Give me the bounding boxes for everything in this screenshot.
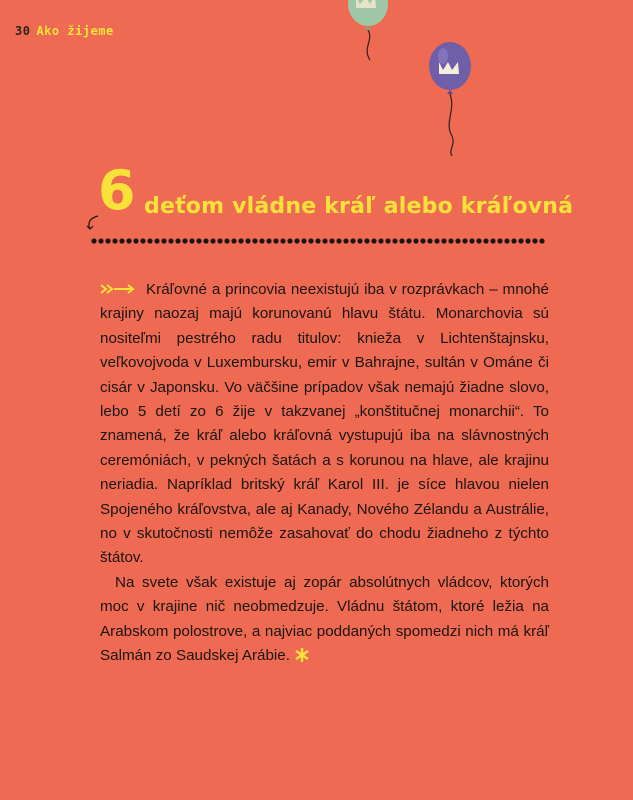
- double-arrow-icon: [100, 283, 136, 295]
- paragraph-2-text: Na svete však existuje aj zopár absolútnych vládcov, ktorých moc v krajine nič neobmedzuje. Vládnu štátom, ktoré ležia na Arabskom polostrove, a najviac poddaných spomedzi nich má kráľ Salmán zo Saudskej Arábie.: [100, 573, 549, 665]
- section-title: Ako žijeme: [36, 24, 114, 38]
- paragraph-1: [100, 278, 549, 571]
- title-number: 6: [98, 159, 136, 222]
- chapter-title: [86, 159, 574, 252]
- dotted-divider: [90, 234, 546, 248]
- blue-balloon-illustration: [426, 40, 486, 160]
- title-text: deťom vládne kráľ alebo kráľovná: [144, 194, 574, 219]
- paragraph-2: [100, 571, 549, 669]
- article-body: [100, 278, 549, 669]
- running-header: [15, 24, 114, 38]
- paragraph-1-text: Kráľovné a princovia neexistujú iba v rozprávkach – mnohé krajiny naozaj majú korunovanú hlavu štátu. Monarchovia sú nositeľmi pestrého radu titulov: knieža v Lichtenštajnsku, veľkovojvoda v Luxembursku, emir v Bahrajne, sultán v Ománe či cisár v Japonsku. Vo väčšine prípadov však nemajú žiadne slovo, lebo 5 detí zo 6 žije v takzvanej „konštitučnej monarchii“. To znamená, že kráľ alebo kráľovná vystupujú iba na slávnostných ceremóniách, v pekných šatách a s korunou na hlave, ale krajinu neriadia. Napríklad britský kráľ Karol III. je síce hlavou nielen Spojeného kráľovstva, ale aj Kanady, Nového Zélandu a Austrálie, no v skutočnosti nemôže zasahovať do chodu žiadneho z týchto štátov.: [100, 281, 549, 567]
- asterisk-end-icon: [294, 647, 310, 663]
- green-balloon-illustration: [340, 0, 400, 68]
- page-number: 30: [15, 24, 31, 38]
